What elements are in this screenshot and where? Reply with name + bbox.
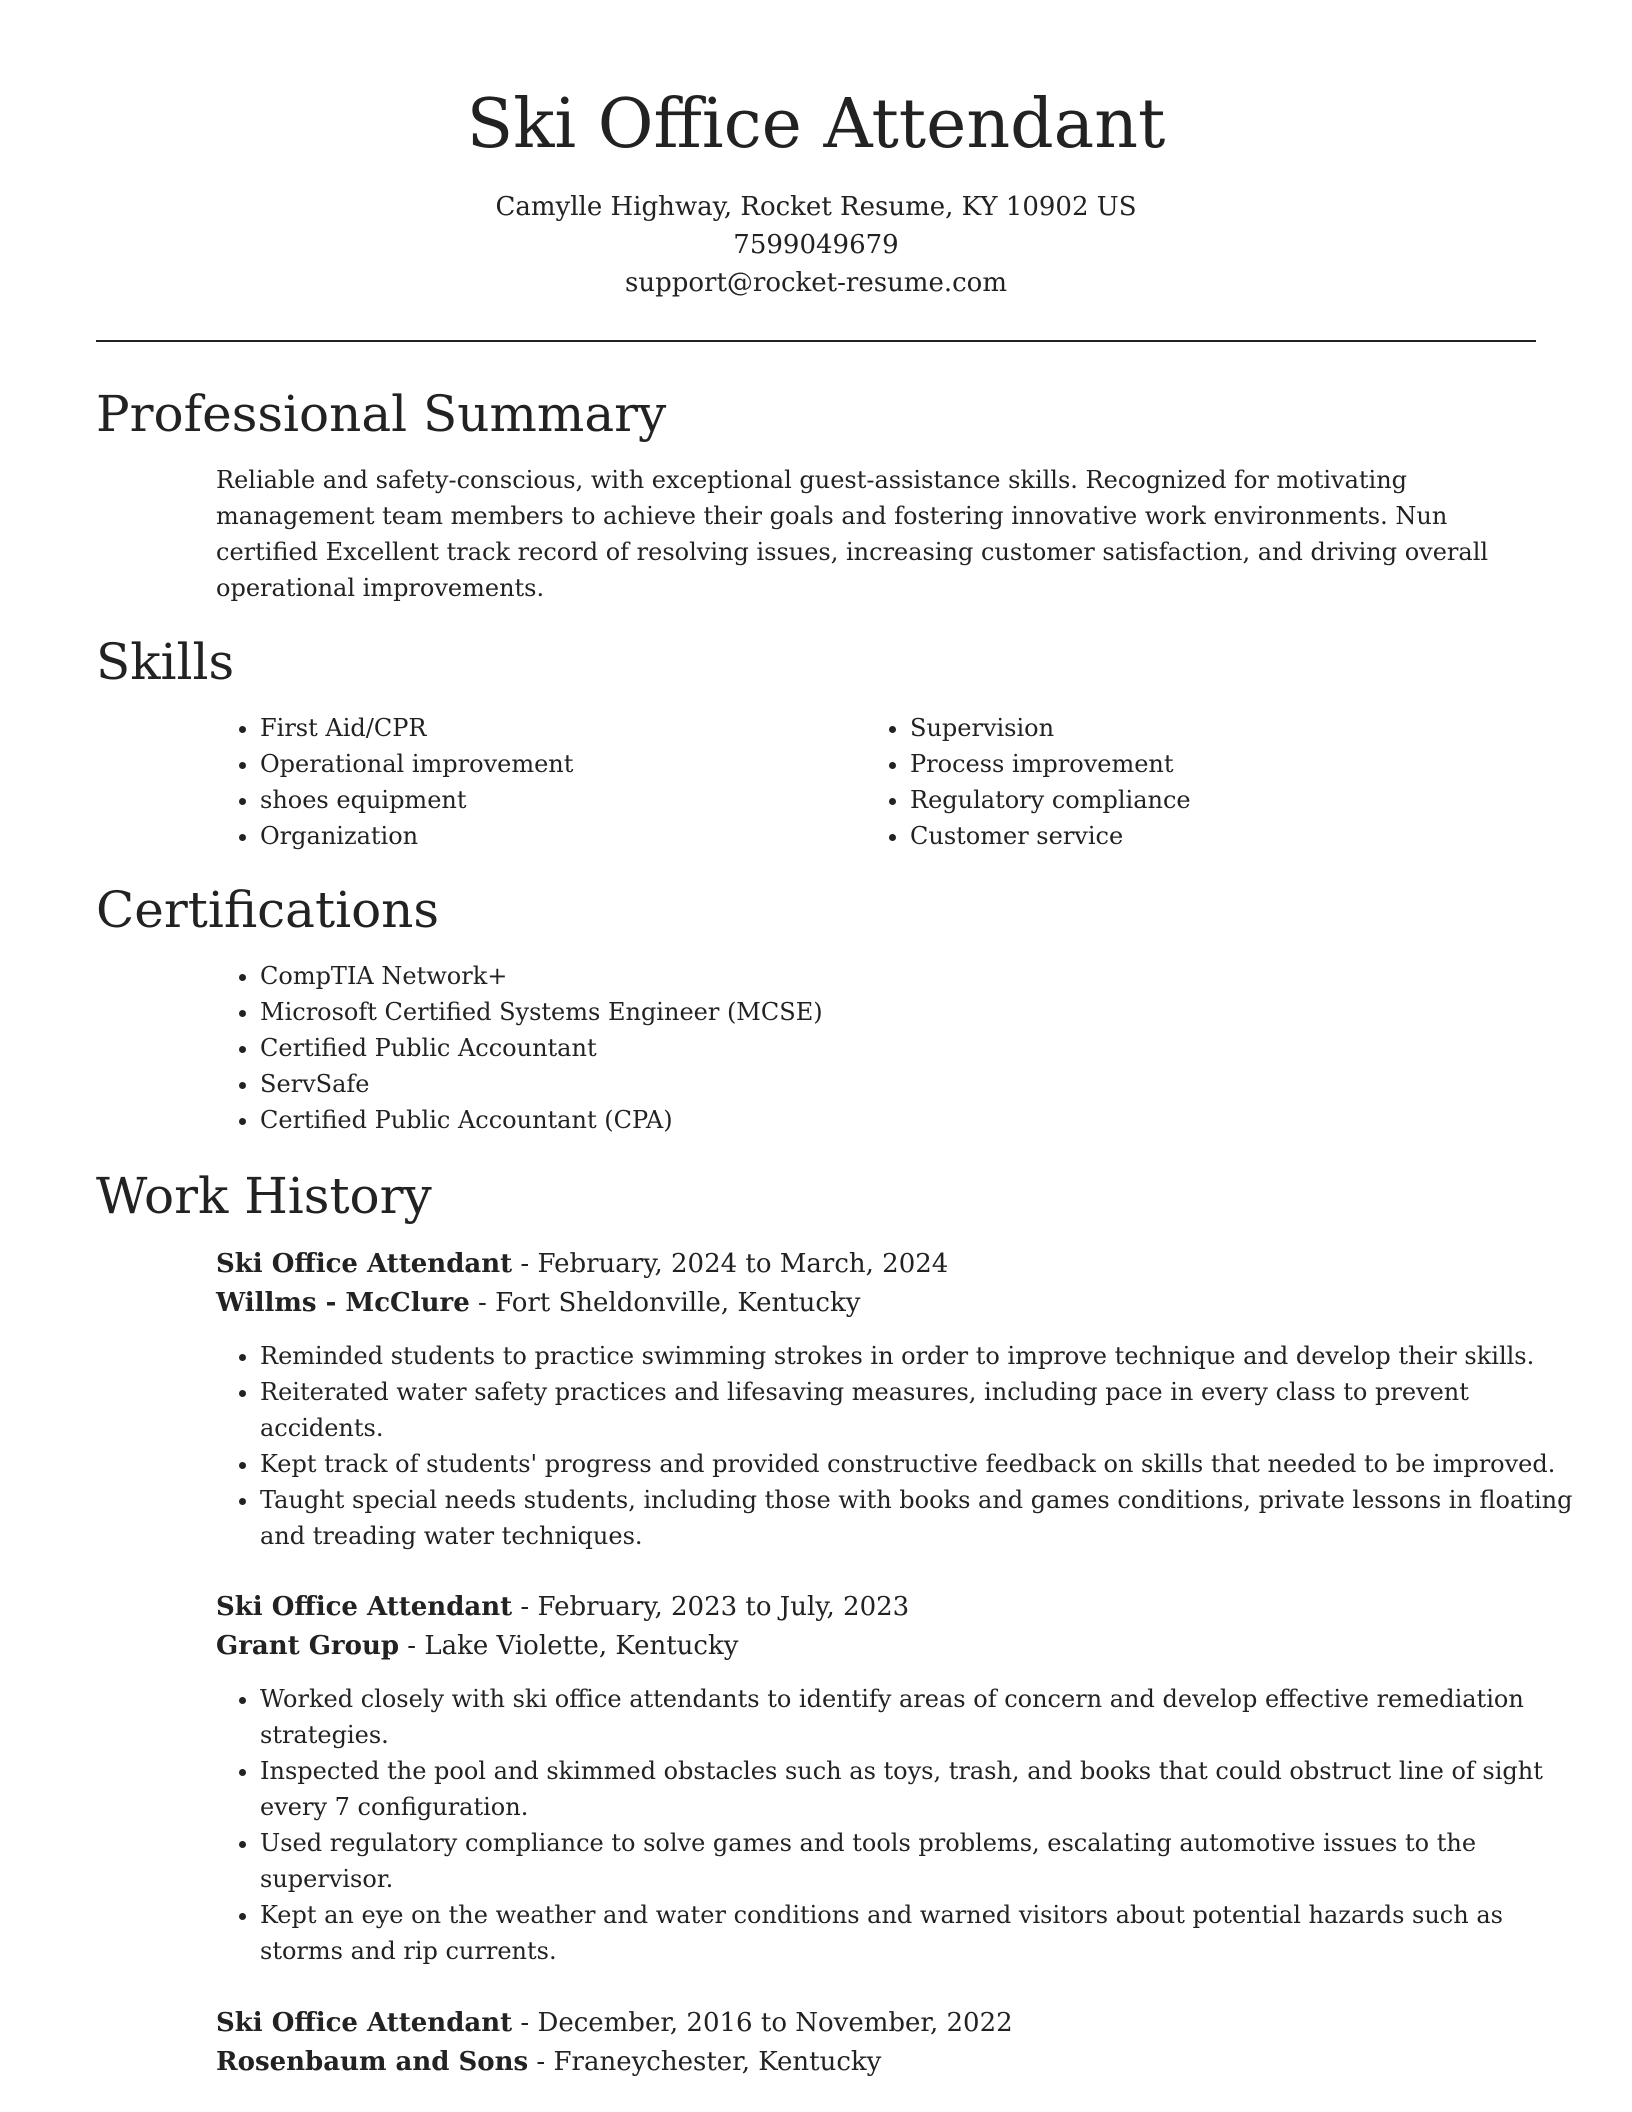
certification-item: • Microsoft Certified Systems Engineer (MCSE) xyxy=(260,994,1580,1030)
job-duty: • Worked closely with ski office attendants to identify areas of concern and develop effective remediation strategies. xyxy=(260,1681,1580,1753)
section-title-summary: Professional Summary xyxy=(96,385,667,443)
job-employer: Rosenbaum and Sons - Franeychester, Kentucky xyxy=(216,2047,882,2077)
job-duties-list xyxy=(216,1681,1580,1969)
skills-list-left xyxy=(216,710,820,854)
contact-address: Camylle Highway, Rocket Resume, KY 10902 US xyxy=(495,192,1137,222)
job-dates: December, 2016 to November, 2022 xyxy=(537,2008,1013,2038)
skill-item: • Customer service xyxy=(910,818,1550,854)
resume-header xyxy=(96,80,1536,302)
job-employer: Willms - McClure - Fort Sheldonville, Kentucky xyxy=(216,1288,861,1318)
job-company: Rosenbaum and Sons xyxy=(216,2047,529,2077)
job-dates: February, 2024 to March, 2024 xyxy=(537,1249,949,1279)
job-duty: • Kept track of students' progress and provided constructive feedback on skills that needed to be improved. xyxy=(260,1446,1580,1482)
job-title: Ski Office Attendant xyxy=(216,2008,513,2038)
certification-item: • Certified Public Accountant xyxy=(260,1030,1580,1066)
job-duty: • Taught special needs students, including those with books and games conditions, private lessons in floating and treading water techniques. xyxy=(260,1482,1580,1554)
job-heading: Ski Office Attendant - December, 2016 to November, 2022 xyxy=(216,2008,1013,2038)
contact-email: support@rocket-resume.com xyxy=(624,268,1007,298)
certification-item: • Certified Public Accountant (CPA) xyxy=(260,1102,1580,1138)
skill-item: • Regulatory compliance xyxy=(910,782,1550,818)
skill-item: • First Aid/CPR xyxy=(260,710,820,746)
job-duties-list xyxy=(216,1338,1580,1554)
contact-phone: 7599049679 xyxy=(733,230,899,260)
skill-item: • shoes equipment xyxy=(260,782,820,818)
section-title-skills: Skills xyxy=(96,633,235,691)
job-employer: Grant Group - Lake Violette, Kentucky xyxy=(216,1631,739,1661)
job-heading: Ski Office Attendant - February, 2024 to March, 2024 xyxy=(216,1249,949,1279)
job-duty: • Kept an eye on the weather and water conditions and warned visitors about potential hazards such as storms and rip currents. xyxy=(260,1897,1580,1969)
job-company: Grant Group xyxy=(216,1631,400,1661)
job-heading: Ski Office Attendant - February, 2023 to July, 2023 xyxy=(216,1592,910,1622)
job-company: Willms - McClure xyxy=(216,1288,470,1318)
certification-item: • CompTIA Network+ xyxy=(260,958,1580,994)
job-duty: • Used regulatory compliance to solve games and tools problems, escalating automotive issues to the supervisor. xyxy=(260,1825,1580,1897)
job-duty: • Reminded students to practice swimming strokes in order to improve technique and develop their skills. xyxy=(260,1338,1580,1374)
job-location: Fort Sheldonville, Kentucky xyxy=(495,1288,861,1318)
skill-item: • Organization xyxy=(260,818,820,854)
candidate-name: Ski Office Attendant xyxy=(466,85,1166,164)
job-dates: February, 2023 to July, 2023 xyxy=(537,1592,910,1622)
section-title-certifications: Certifications xyxy=(96,881,440,939)
skill-item: • Operational improvement xyxy=(260,746,820,782)
certification-item: • ServSafe xyxy=(260,1066,1580,1102)
job-location: Franeychester, Kentucky xyxy=(553,2047,882,2077)
skills-list-right xyxy=(866,710,1550,854)
job-title: Ski Office Attendant xyxy=(216,1249,513,1279)
certifications-list xyxy=(216,958,1580,1138)
skill-item: • Process improvement xyxy=(910,746,1550,782)
header-divider xyxy=(96,340,1536,342)
job-duty: • Inspected the pool and skimmed obstacles such as toys, trash, and books that could obstruct line of sight every 7 configuration. xyxy=(260,1753,1580,1825)
job-title: Ski Office Attendant xyxy=(216,1592,513,1622)
job-duty: • Reiterated water safety practices and lifesaving measures, including pace in every class to prevent accidents. xyxy=(260,1374,1580,1446)
section-title-work-history: Work History xyxy=(96,1167,432,1225)
job-location: Lake Violette, Kentucky xyxy=(424,1631,739,1661)
skill-item: • Supervision xyxy=(910,710,1550,746)
summary-text: Reliable and safety-conscious, with exceptional guest-assistance skills. Recognized for motivating management team members to achieve their goals and fostering innovative work environments. Nun certified Excellent track record of resolving issues, increasing customer satisfaction, and driving overall operational improvements. xyxy=(216,466,1489,602)
